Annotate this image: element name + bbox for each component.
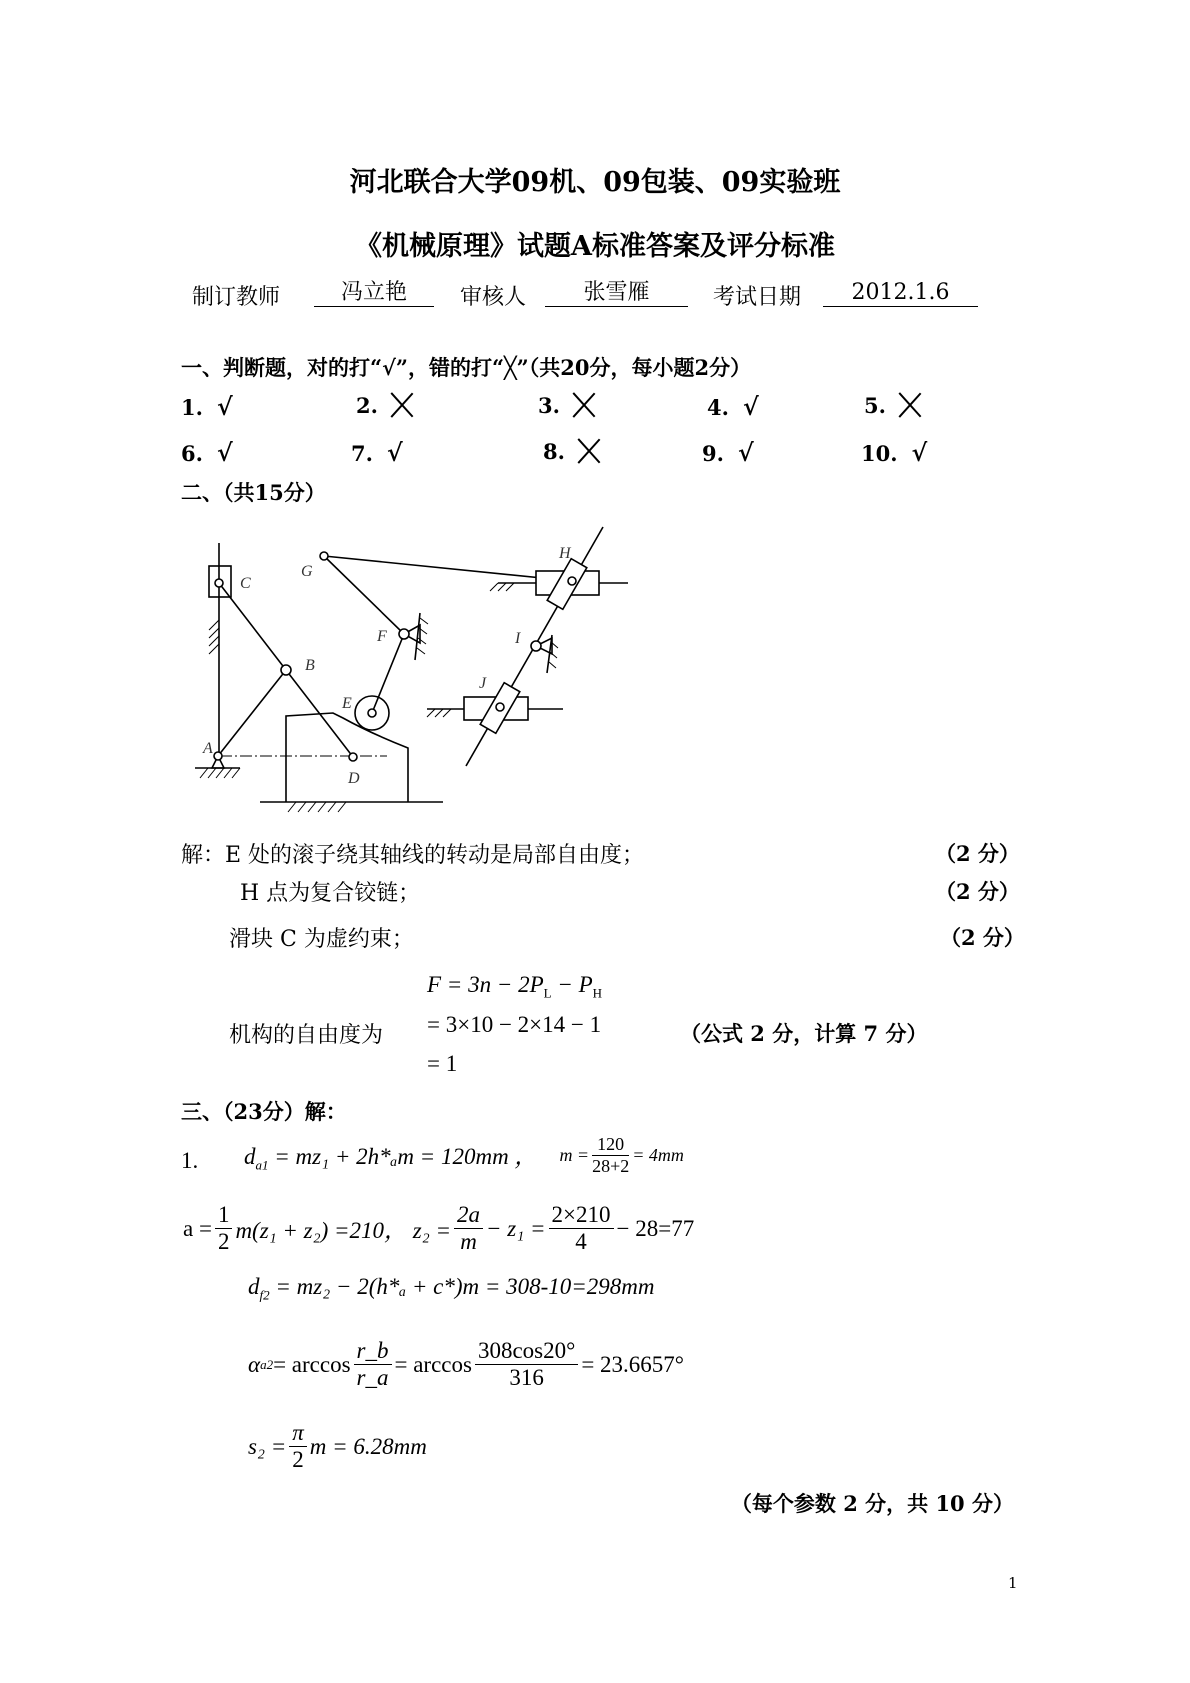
answer-number: 9. xyxy=(702,441,724,466)
answer-number: 2. xyxy=(356,393,378,418)
section3-heading: 三、（23分）解： xyxy=(181,1099,347,1124)
dof-label: 机构的自由度为 xyxy=(229,1023,384,1048)
cross-mark-icon xyxy=(390,392,414,416)
answer-item xyxy=(543,438,601,464)
answer-number: 8. xyxy=(543,439,565,464)
answer-item xyxy=(861,438,927,467)
label-d: D xyxy=(348,770,360,787)
answer-number: 10. xyxy=(861,441,898,466)
score-section3: （每个参数 2 分，共 10 分） xyxy=(730,1491,1014,1516)
label-i: I xyxy=(515,630,521,647)
solution-line-2: H 点为复合铰链； xyxy=(240,881,421,906)
label-a: A xyxy=(203,740,213,757)
score-2: （2 分） xyxy=(935,879,1020,904)
check-mark-icon: √ xyxy=(911,438,928,467)
cross-mark-icon xyxy=(572,392,596,416)
formula-center-distance: a = $\frac{1}{2}$ m(z₁ + z₂) =210， z₂ = $\frac{2a}{m}$ − z₁ = $\frac{2\times 210}{4}$ − 28=77 xyxy=(183,1202,695,1254)
answer-item xyxy=(538,392,596,418)
dof-calculation: = 3×10 − 2×14 − 1 xyxy=(427,1012,602,1037)
check-mark-icon: √ xyxy=(386,438,403,467)
label-h: H xyxy=(559,545,571,562)
answer-item xyxy=(702,438,754,467)
reviewer-name: 张雪雁 xyxy=(545,280,688,307)
score-1: （2 分） xyxy=(935,841,1020,866)
teacher-name: 冯立艳 xyxy=(314,280,434,307)
check-mark-icon: √ xyxy=(742,392,759,421)
reviewer-label: 审核人 xyxy=(460,285,527,310)
check-mark-icon: √ xyxy=(737,438,754,467)
answer-item xyxy=(356,392,414,418)
label-g: G xyxy=(301,563,313,580)
label-j: J xyxy=(479,675,487,692)
section1-heading: 一、判断题，对的打“√”，错的打“╳”（共20分，每小题2分） xyxy=(181,355,752,380)
answer-item xyxy=(707,392,759,421)
answer-number: 7. xyxy=(351,441,373,466)
answer-number: 5. xyxy=(864,393,886,418)
answer-number: 1. xyxy=(181,395,203,420)
answer-item xyxy=(181,438,233,467)
check-mark-icon: √ xyxy=(216,438,233,467)
dof-formula: $F = 3n - 2P_L - P_H$ xyxy=(427,972,603,1001)
formula-tooth-thickness: s₂ = $\frac{\pi}{2}$ m = 6.28mm xyxy=(248,1420,427,1472)
page-number: 1 xyxy=(1008,1574,1018,1592)
formula-root-diameter: $d_{f2} = mz_2 - 2(h*_a + c*)m = 308-10=298mm$ xyxy=(248,1274,655,1303)
score-4: （公式 2 分，计算 7 分） xyxy=(680,1021,928,1046)
mechanism-diagram xyxy=(170,500,650,820)
check-mark-icon: √ xyxy=(216,392,233,421)
formula-row-1 xyxy=(244,1134,684,1177)
dof-result: = 1 xyxy=(427,1051,458,1076)
answer-number: 6. xyxy=(181,441,203,466)
date-label: 考试日期 xyxy=(713,285,802,310)
answer-number: 3. xyxy=(538,393,560,418)
cross-mark-icon xyxy=(898,392,922,416)
formula-tip-diameter: $d_{a1} = mz_1 + 2h*_am = 120mm$ ， xyxy=(244,1143,538,1173)
label-f: F xyxy=(377,628,387,645)
formula-pressure-angle: α a2 = arccos $\frac{r\_b}{r\_a}$ = arccos $\frac{308\cos 20^\circ}{316}$ = 23.6657° xyxy=(248,1338,684,1390)
answer-item xyxy=(864,392,922,418)
answer-number: 4. xyxy=(707,395,729,420)
document-title: 河北联合大学09机、09包装、09实验班 xyxy=(349,167,841,198)
cross-mark-icon xyxy=(577,438,601,462)
solution-line-3: 滑块 C 为虚约束； xyxy=(229,927,414,952)
label-b: B xyxy=(305,657,315,674)
score-3: （2 分） xyxy=(940,925,1025,950)
section2-heading: 二、（共15分） xyxy=(181,480,326,505)
label-e: E xyxy=(342,695,352,712)
exam-date: 2012.1.6 xyxy=(823,280,978,307)
solution-line-1: 解：E 处的滚子绕其轴线的转动是局部自由度； xyxy=(181,843,645,868)
answer-item xyxy=(181,392,233,421)
label-c: C xyxy=(240,575,251,592)
document-subtitle: 《机械原理》试题A标准答案及评分标准 xyxy=(355,231,835,262)
formula-module: m = $\frac{120}{28+2}$ = 4mm xyxy=(559,1134,684,1176)
cam-body xyxy=(286,713,408,802)
item-number: 1. xyxy=(181,1148,199,1173)
teacher-label: 制订教师 xyxy=(192,285,281,310)
answer-item xyxy=(351,438,403,467)
